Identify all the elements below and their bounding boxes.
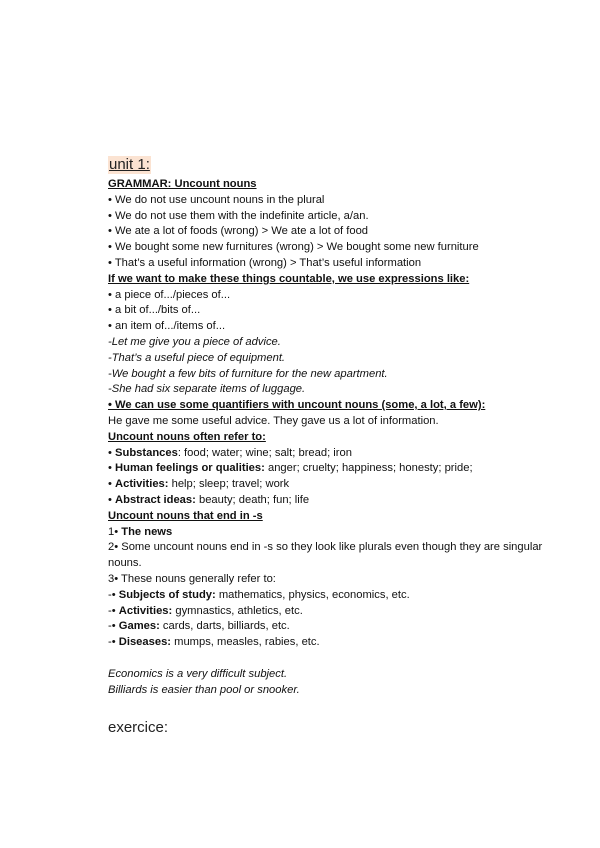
end-s-point-1 — [108, 525, 578, 541]
refer-item — [108, 446, 578, 462]
category-text: gymnastics, athletics, etc. — [172, 604, 303, 617]
refer-heading: Uncount nouns often refer to: — [108, 430, 266, 443]
exercice-title: exercice: — [108, 718, 169, 736]
category-item — [108, 604, 578, 620]
expression-item: • a bit of.../bits of... — [108, 304, 201, 317]
refer-text: : food; water; wine; salt; bread; iron — [177, 446, 352, 459]
category-item — [108, 635, 578, 651]
end-s-point-3: 3• These nouns generally refer to: — [108, 572, 276, 585]
refer-label: Substances — [115, 446, 178, 459]
rule-item: • We bought some new furnitures (wrong) > We bought some new furniture — [108, 241, 479, 254]
point-number: 1• — [108, 525, 122, 538]
refer-label: Abstract ideas: — [115, 493, 196, 506]
refer-label: Activities: — [115, 478, 169, 491]
final-example: Billiards is easier than pool or snooker. — [108, 683, 300, 696]
rule-item: • We do not use uncount nouns in the plural — [108, 193, 325, 206]
category-label: Subjects of study: — [118, 588, 216, 601]
refer-text: anger; cruelty; happiness; honesty; pride; — [264, 462, 473, 475]
rule-item: • That’s a useful information (wrong) > That’s useful information — [108, 256, 422, 269]
category-label: Games: — [118, 620, 160, 633]
countable-heading: If we want to make these things countable, we use expressions like: — [108, 272, 470, 285]
category-label: Activities: — [118, 604, 173, 617]
bullet: -• — [108, 588, 119, 601]
bullet: -• — [108, 620, 119, 633]
example-sentence: -Let me give you a piece of advice. — [108, 335, 281, 348]
category-text: mumps, measles, rabies, etc. — [171, 636, 320, 649]
category-item — [108, 588, 578, 604]
unit-title: unit 1: — [109, 156, 150, 173]
categories-list — [108, 588, 578, 651]
bullet: • — [108, 446, 116, 459]
bullet: • — [108, 462, 116, 475]
final-example: Economics is a very difficult subject. — [108, 667, 288, 680]
refer-item — [108, 493, 578, 509]
category-text: mathematics, physics, economics, etc. — [215, 588, 410, 601]
refer-list — [108, 446, 578, 509]
refer-text: beauty; death; fun; life — [195, 493, 310, 506]
point-label: The news — [121, 525, 173, 538]
end-s-point-2: 2• Some uncount nouns end in -s so they look like plurals even though they are singular nouns. — [108, 541, 543, 570]
quantifiers-heading: • We can use some quantifiers with uncount nouns (some, a lot, a few): — [108, 399, 486, 412]
quantifiers-example: He gave me some useful advice. They gave us a lot of information. — [108, 414, 439, 427]
example-sentence: -That’s a useful piece of equipment. — [108, 351, 286, 364]
refer-item — [108, 477, 578, 493]
end-s-heading: Uncount nouns that end in -s — [108, 509, 263, 522]
category-item — [108, 619, 578, 635]
expressions-list — [108, 288, 578, 335]
bullet: • — [108, 493, 116, 506]
rule-item: • We do not use them with the indefinite article, a/an. — [108, 209, 369, 222]
rule-item: • We ate a lot of foods (wrong) > We ate a lot of food — [108, 225, 369, 238]
refer-item — [108, 461, 578, 477]
expression-item: • a piece of.../pieces of... — [108, 288, 231, 301]
grammar-heading: GRAMMAR: Uncount nouns — [108, 178, 257, 190]
bullet: -• — [108, 636, 119, 649]
rules-list — [108, 193, 578, 272]
spacer — [108, 651, 578, 667]
refer-text: help; sleep; travel; work — [168, 478, 290, 491]
bullet: • — [108, 478, 116, 491]
category-label: Diseases: — [118, 636, 172, 649]
expression-item: • an item of.../items of... — [108, 320, 226, 333]
example-sentence: -We bought a few bits of furniture for the new apartment. — [108, 367, 388, 380]
document-page — [108, 156, 578, 737]
example-sentence: -She had six separate items of luggage. — [108, 383, 306, 396]
examples-list — [108, 335, 578, 398]
category-text: cards, darts, billiards, etc. — [159, 620, 290, 633]
refer-label: Human feelings or qualities: — [115, 462, 265, 475]
bullet: -• — [108, 604, 119, 617]
